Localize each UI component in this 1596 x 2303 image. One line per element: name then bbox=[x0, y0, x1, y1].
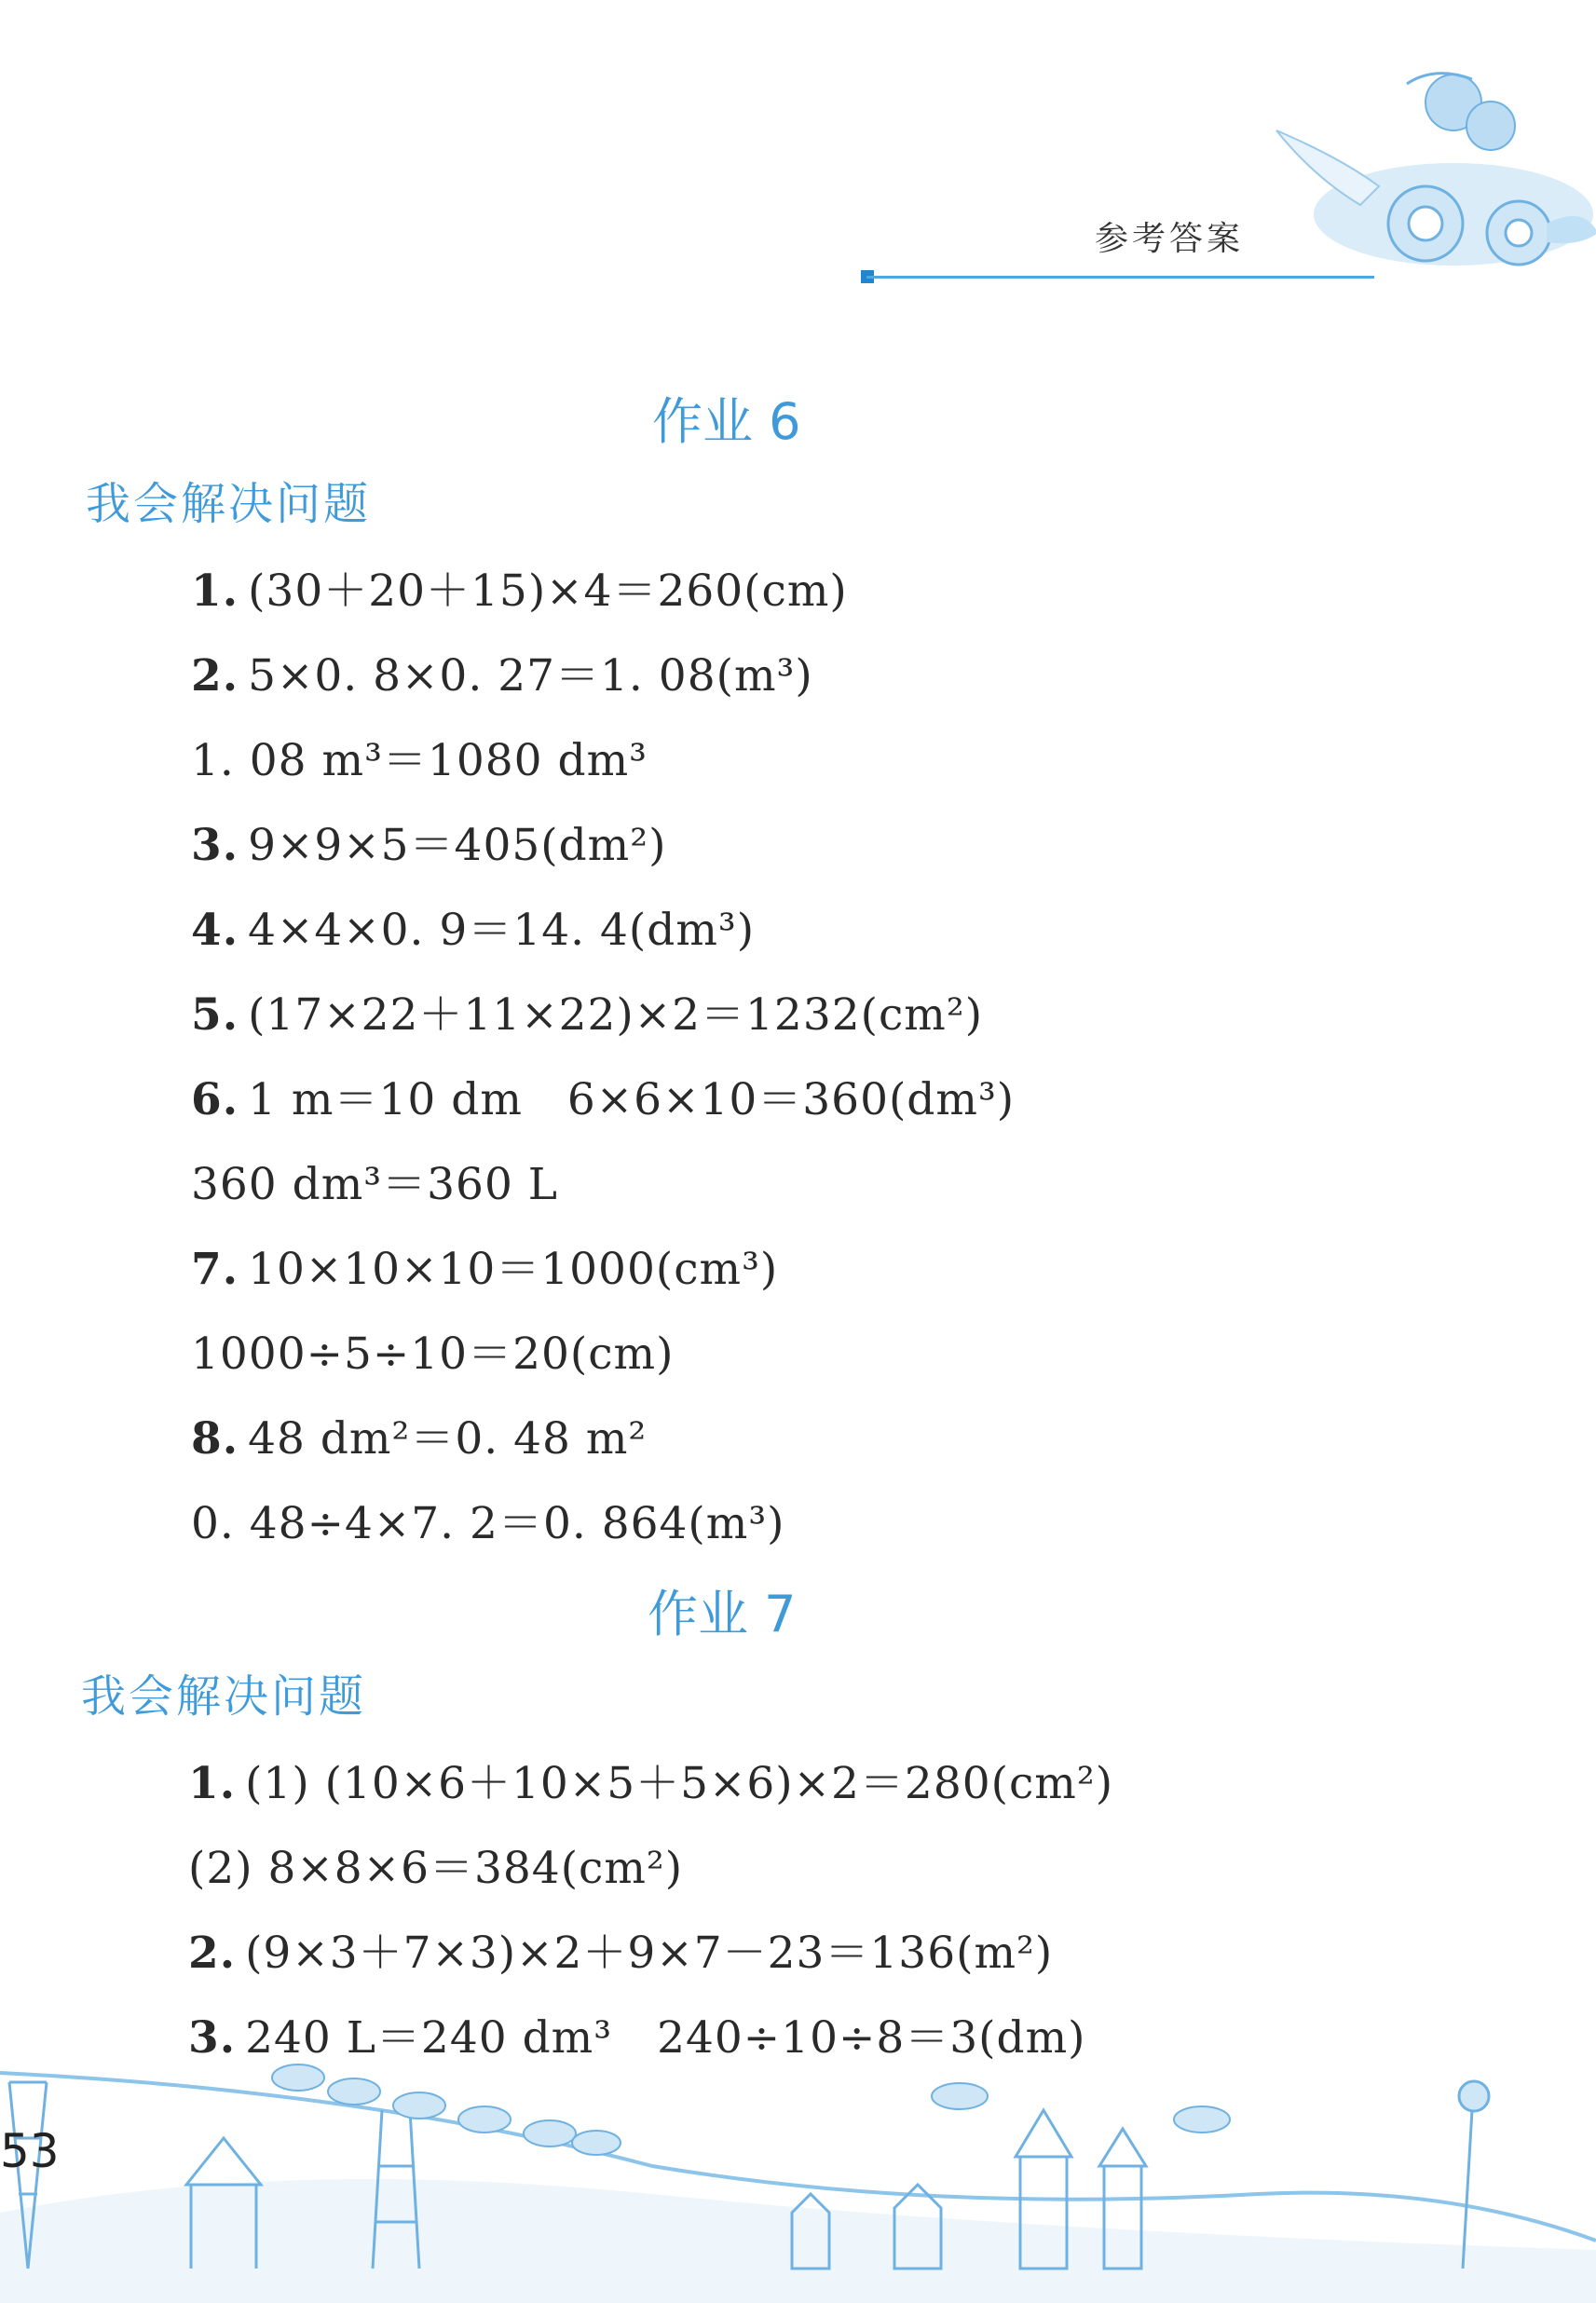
answer-line: 1. 08 m³＝1080 dm³ bbox=[191, 735, 648, 786]
answer-line: 6. 1 m＝10 dm 6×6×10＝360(dm³) bbox=[191, 1074, 1016, 1125]
subheading-7: 我会解决问题 bbox=[81, 1670, 367, 1723]
answer-line: 2. 5×0. 8×0. 27＝1. 08(m³) bbox=[191, 650, 813, 702]
answer-line: 8. 48 dm²＝0. 48 m² bbox=[191, 1413, 648, 1465]
answer-line: 0. 48÷4×7. 2＝0. 864(m³) bbox=[191, 1498, 785, 1549]
answer-line: 2. (9×3＋7×3)×2＋9×7－23＝136(m²) bbox=[188, 1928, 1054, 1979]
answer-line: 5. (17×22＋11×22)×2＝1232(cm²) bbox=[191, 989, 984, 1041]
answer-line: 3. 9×9×5＝405(dm²) bbox=[191, 820, 667, 871]
answer-line: 3. 240 L＝240 dm³ 240÷10÷8＝3(dm) bbox=[188, 2012, 1086, 2064]
header-label: 参考答案 bbox=[1095, 220, 1245, 258]
answer-line: 360 dm³＝360 L bbox=[191, 1159, 559, 1210]
answer-line: 1. (1) (10×6＋10×5＋5×6)×2＝280(cm²) bbox=[188, 1758, 1114, 1809]
answer-line: 1. (30＋20＋15)×4＝260(cm) bbox=[191, 566, 848, 617]
answer-line: 7. 10×10×10＝1000(cm³) bbox=[191, 1244, 779, 1295]
section-title-7: 作业 7 bbox=[648, 1585, 797, 1643]
rocket-kids-illustration bbox=[1267, 47, 1596, 298]
header-rule bbox=[866, 276, 1374, 279]
answer-line: 1000÷5÷10＝20(cm) bbox=[191, 1329, 675, 1380]
town-landscape-illustration bbox=[0, 2054, 1596, 2303]
page-number: 53 bbox=[0, 2124, 60, 2178]
answer-line: (2) 8×8×6＝384(cm²) bbox=[188, 1843, 684, 1894]
answer-line: 4. 4×4×0. 9＝14. 4(dm³) bbox=[191, 905, 756, 956]
subheading-6: 我会解决问题 bbox=[86, 478, 372, 530]
section-title-6: 作业 6 bbox=[652, 392, 801, 451]
